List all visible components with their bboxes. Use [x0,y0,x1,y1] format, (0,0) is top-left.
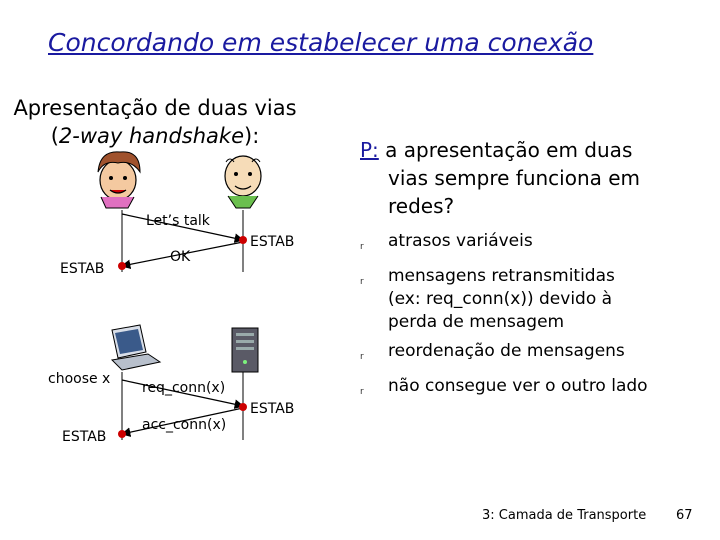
question-line-3: redes? [388,194,455,218]
estab-right-2: ESTAB [250,401,295,417]
page-number: 67 [676,508,693,523]
question-line-1: a apresentação em duas [378,138,633,162]
msg-lets-talk: Let’s talk [146,213,210,229]
bullet-marker: r [360,387,364,397]
footer-section: 3: Camada de Transporte [482,508,647,523]
woman-icon [98,152,140,208]
estab-right-1: ESTAB [250,234,295,250]
msg-ok: OK [170,249,191,265]
list-item [360,375,648,404]
bullet-text: (ex: req_conn(x)) devido à [388,289,613,309]
bullet-text: reordenação de mensagens [388,341,625,361]
heading-line-2: (2-way handshake): [50,124,260,148]
estab-left-2: ESTAB [62,429,107,445]
msg-req-conn: req_conn(x) [142,380,226,396]
heading-line-1: Apresentação de duas vias [13,96,297,120]
bullet-text: atrasos variáveis [388,231,533,251]
estab-left-1: ESTAB [60,261,105,277]
question-label: P: [360,138,379,162]
bullet-text: perda de mensagem [388,312,565,332]
slide-title: Concordando em estabelecer uma conexão [48,28,594,57]
choose-x: choose x [48,371,111,387]
list-item [360,340,648,369]
laptop-icon [112,325,160,370]
bullet-marker: r [360,242,364,252]
bullet-text: mensagens retransmitidas [388,266,615,286]
estab-marker-left-1 [118,262,126,270]
heading-2way: 2-way handshake [58,124,245,148]
bullet-text: não consegue ver o outro lado [388,376,648,396]
man-icon [225,156,261,208]
question-block [360,136,640,220]
question-line-2: vias sempre funciona em [388,166,641,190]
estab-marker-right-2 [239,403,247,411]
bullet-list [360,230,648,404]
msg-acc-conn: acc_conn(x) [142,417,227,433]
bullet-marker: r [360,277,364,287]
estab-marker-left-2 [118,430,126,438]
server-icon [232,328,258,372]
estab-marker-right-1 [239,236,247,244]
list-item [360,230,648,259]
bullet-marker: r [360,352,364,362]
list-item [360,265,648,334]
